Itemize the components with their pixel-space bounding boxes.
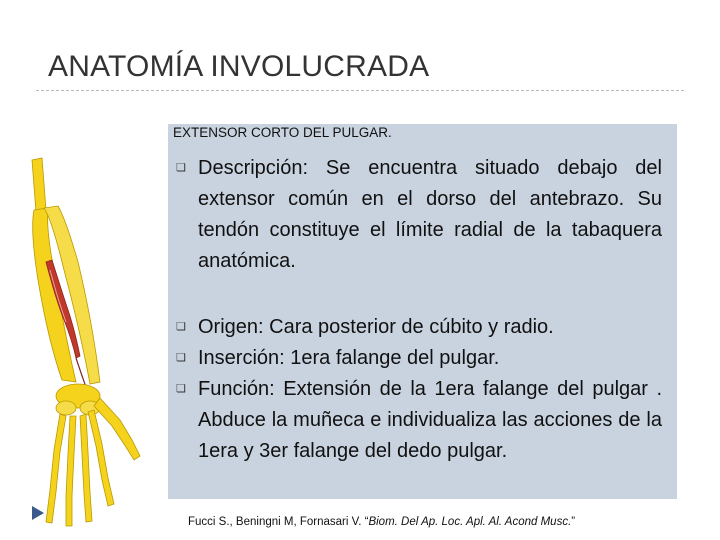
citation-title: Biom. Del Ap. Loc. Apl. Al. Acond Musc. [368,516,572,528]
title-divider [36,90,684,91]
box-bullet-icon: ❏ [176,352,186,364]
citation-authors: Fucci S., Beningni M, Fornasari V. “ [188,516,369,528]
forearm-illustration [20,150,170,530]
bullet-text: Origen: Cara posterior de cúbito y radio. [198,316,554,338]
triangle-right-icon[interactable] [30,504,46,522]
box-bullet-icon: ❏ [176,321,186,333]
bullet-list [174,153,662,467]
bullet-description [174,153,662,277]
bullet-text: Función: Extensión de la 1era falange del pulgar . Abduce la muñeca e individualiza las acciones de la 1era y 3er falange del dedo pulgar. [198,378,662,462]
citation [188,516,575,528]
bullet-function [174,374,662,467]
bullet-insertion [174,343,662,374]
box-bullet-icon: ❏ [176,383,186,395]
bullet-spacer [174,277,662,312]
citation-close: ” [571,516,576,528]
box-bullet-icon: ❏ [176,162,186,174]
bullet-origin [174,312,662,343]
muscle-heading: EXTENSOR CORTO DEL PULGAR. [173,125,392,140]
bullet-text: Descripción: Se encuentra situado debajo del extensor común en el dorso del antebrazo. Su tendón constituye el límite radial de la tabaquera anatómica. [198,157,662,272]
slide-title: ANATOMÍA INVOLUCRADA [48,50,430,83]
bullet-text: Inserción: 1era falange del pulgar. [198,347,500,369]
